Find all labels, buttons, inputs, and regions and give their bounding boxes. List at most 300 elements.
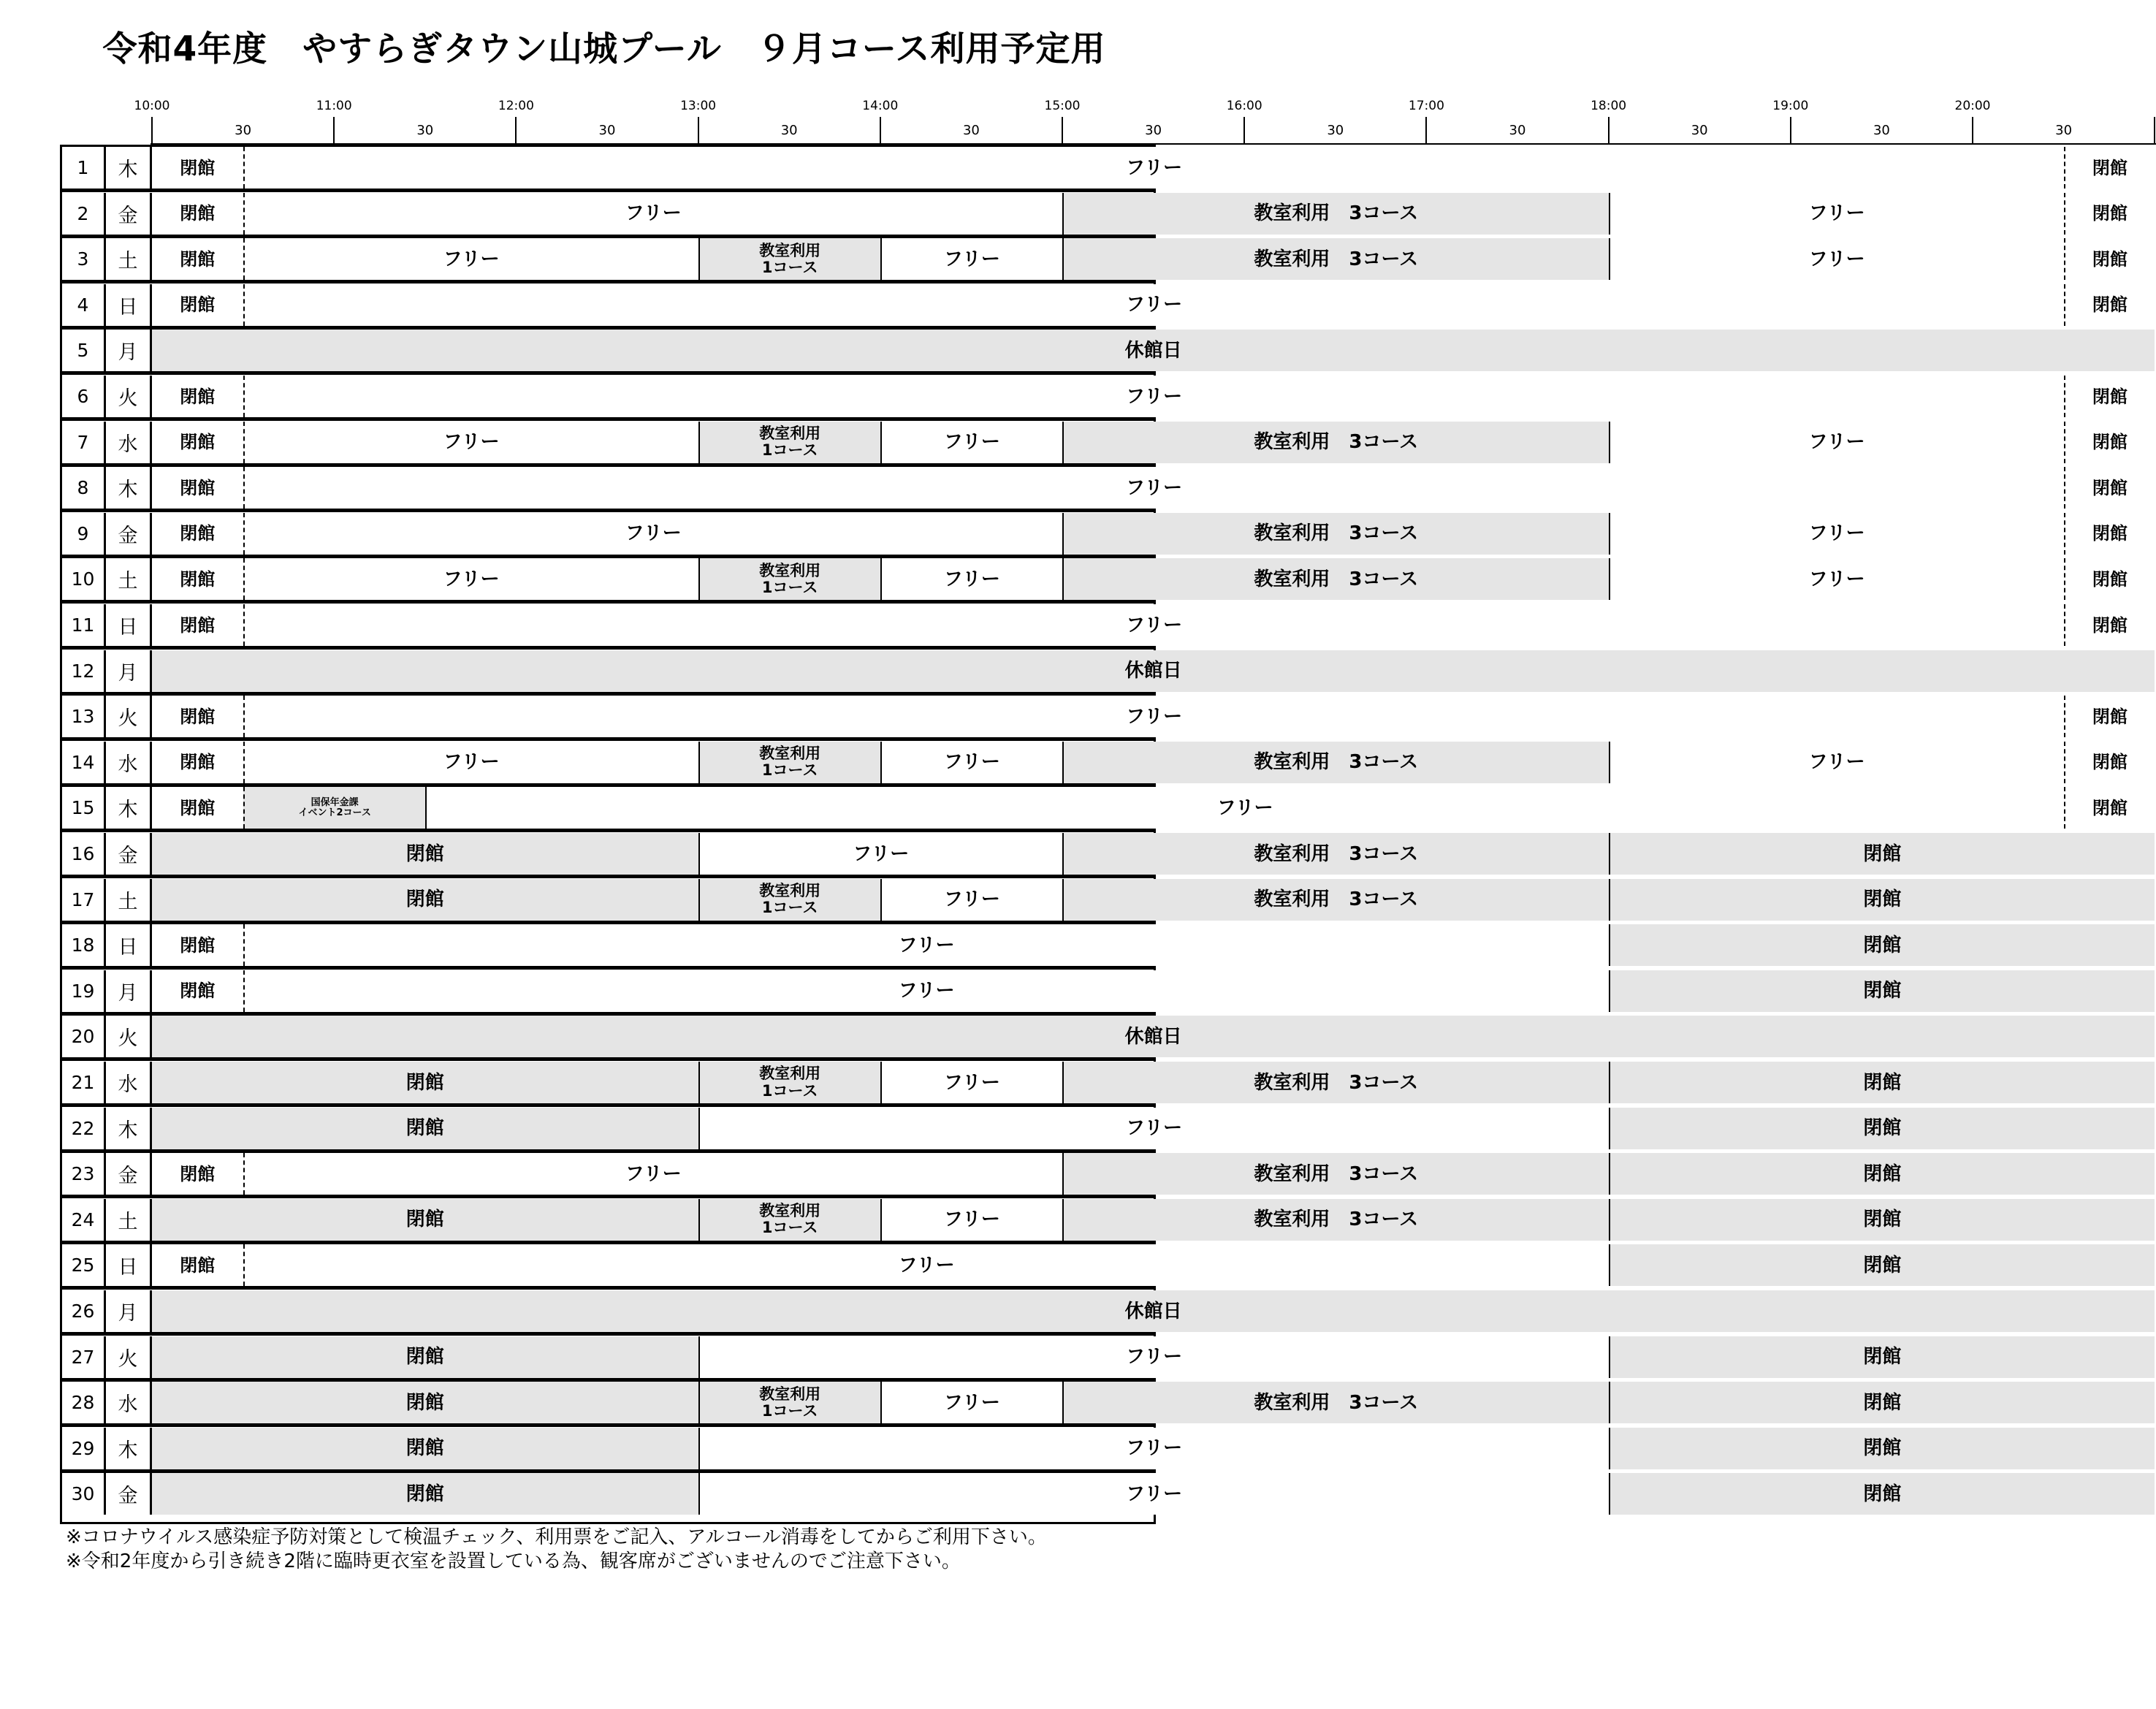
schedule-segment (1609, 1382, 2155, 1423)
schedule-segment (1609, 513, 2064, 555)
segment-label: フリー (443, 568, 500, 590)
day-number: 17 (62, 879, 106, 921)
schedule-row (62, 238, 2128, 283)
segment-label: 1コース (761, 1219, 818, 1237)
day-number: 21 (62, 1062, 106, 1103)
schedule-segment (243, 193, 1062, 235)
segment-label: 教室利用 (759, 1202, 821, 1220)
hour-tick (698, 117, 699, 145)
schedule-segment (152, 1473, 698, 1515)
segment-label: 閉館 (405, 1346, 444, 1369)
day-number: 3 (62, 238, 106, 280)
segment-label: 教室利用 (759, 1385, 821, 1403)
day-number: 2 (62, 193, 106, 235)
schedule-segment (152, 604, 243, 646)
half-hour-label: 30 (598, 123, 616, 138)
hour-tick (1425, 117, 1427, 145)
day-number: 24 (62, 1199, 106, 1241)
schedule-segment (425, 787, 2064, 829)
day-number: 10 (62, 558, 106, 600)
segment-label: 閉館 (405, 1482, 444, 1505)
day-number: 9 (62, 513, 106, 555)
segment-label: フリー (443, 751, 500, 774)
segment-label: 教室利用 3コース (1254, 888, 1419, 911)
schedule-segment (243, 696, 2064, 737)
weekday: 金 (106, 1473, 152, 1515)
schedule-segment (1609, 193, 2064, 235)
schedule-segment (698, 833, 1062, 875)
schedule-segment (698, 1428, 1609, 1469)
schedule-row (62, 604, 2128, 650)
schedule-segment (880, 422, 1062, 463)
time-axis (0, 0, 2073, 146)
weekday: 金 (106, 513, 152, 555)
schedule-segment (243, 604, 2064, 646)
segment-label: フリー (943, 1071, 1000, 1094)
segment-label: 1コース (761, 441, 818, 460)
schedule-segment (1609, 1108, 2155, 1149)
hour-tick (151, 117, 153, 145)
segment-label: 閉館 (2092, 432, 2128, 453)
schedule-segment (2064, 284, 2155, 326)
segment-label: 閉館 (180, 386, 216, 407)
weekday: 火 (106, 376, 152, 417)
schedule-row (62, 650, 1182, 696)
hour-tick (515, 117, 517, 145)
segment-label: 閉館 (1863, 980, 1902, 1002)
schedule-segment (152, 1290, 2155, 1332)
day-number: 11 (62, 604, 106, 646)
schedule-segment (1062, 1382, 1609, 1423)
segment-label: 閉館 (180, 432, 216, 453)
schedule-segment (243, 924, 1609, 966)
schedule-segment (152, 422, 243, 463)
segment-label: 閉館 (2092, 523, 2128, 544)
schedule-row (62, 1153, 1902, 1198)
hour-label: 20:00 (1954, 99, 1991, 113)
schedule-row (62, 742, 2128, 787)
segment-label: 閉館 (405, 1391, 444, 1414)
hour-label: 10:00 (134, 99, 170, 113)
segment-label: 閉館 (2092, 157, 2128, 178)
segment-label: フリー (625, 1162, 682, 1185)
hour-tick (1243, 117, 1245, 145)
segment-label: 閉館 (180, 477, 216, 498)
segment-label: 閉館 (180, 203, 216, 224)
schedule-segment (152, 1336, 698, 1378)
hour-tick (333, 117, 335, 145)
schedule-segment (1609, 238, 2064, 280)
segment-label: 休館日 (1124, 339, 1182, 362)
weekday: 月 (106, 970, 152, 1012)
schedule-row (62, 1108, 1902, 1153)
segment-label: 閉館 (2092, 706, 2128, 727)
schedule-segment (698, 558, 880, 600)
segment-label: フリー (1126, 705, 1183, 728)
schedule-segment (1609, 1473, 2155, 1515)
schedule-segment (152, 1153, 243, 1195)
weekday: 火 (106, 1336, 152, 1378)
segment-label: 閉館 (180, 752, 216, 773)
schedule-row (62, 1016, 1182, 1061)
hour-tick (1062, 117, 1063, 145)
hour-label: 12:00 (498, 99, 534, 113)
page-title: 令和4年度 やすらぎタウン山城プール ９月コース利用予定用 (102, 29, 1106, 69)
half-hour-label: 30 (1509, 123, 1526, 138)
segment-label: 閉館 (405, 1209, 444, 1231)
schedule-segment (880, 1062, 1062, 1103)
segment-label: フリー (1126, 1346, 1183, 1369)
day-number: 8 (62, 467, 106, 509)
segment-label: 1コース (761, 578, 818, 596)
segment-label: 教室利用 (759, 561, 821, 579)
schedule-segment (152, 833, 698, 875)
schedule-segment (152, 513, 243, 555)
segment-label: フリー (943, 751, 1000, 774)
schedule-row (62, 1336, 1902, 1382)
schedule-table (60, 145, 2128, 1524)
segment-label: フリー (943, 1209, 1000, 1231)
segment-label: フリー (943, 568, 1000, 590)
segment-label: 閉館 (2092, 294, 2128, 316)
segment-label: 教室利用 3コース (1254, 1071, 1419, 1094)
hour-tick (1972, 117, 1973, 145)
schedule-segment (1609, 1428, 2155, 1469)
schedule-row (62, 147, 2128, 192)
schedule-segment (243, 147, 2064, 189)
schedule-segment (1062, 238, 1609, 280)
note-line: ※令和2年度から引き続き2階に臨時更衣室を設置している為、観客席がございませんのでご注意下さい。 (66, 1550, 961, 1572)
segment-label: 閉館 (2092, 797, 2128, 818)
schedule-segment (1062, 422, 1609, 463)
note-line: ※コロナウイルス感染症予防対策として検温チェック、利用票をご記入、アルコール消毒をしてからご利用下さい。 (66, 1526, 1047, 1548)
weekday: 金 (106, 1153, 152, 1195)
segment-label: 閉館 (1863, 1437, 1902, 1460)
day-number: 23 (62, 1153, 106, 1195)
schedule-segment (243, 1244, 1609, 1286)
segment-label: 教室利用 3コース (1254, 248, 1419, 270)
segment-label: 閉館 (2092, 614, 2128, 636)
segment-label: 閉館 (405, 888, 444, 911)
half-hour-label: 30 (235, 123, 252, 138)
schedule-segment (1609, 970, 2155, 1012)
weekday: 木 (106, 1428, 152, 1469)
segment-label: 教室利用 (759, 241, 821, 259)
segment-label: フリー (898, 934, 955, 956)
schedule-segment (152, 1016, 2155, 1057)
segment-label: フリー (1808, 568, 1865, 590)
weekday: 日 (106, 1244, 152, 1286)
notes (66, 1526, 1047, 1574)
weekday: 日 (106, 924, 152, 966)
schedule-segment (152, 1108, 698, 1149)
segment-label: フリー (1808, 202, 1865, 225)
weekday: 月 (106, 1290, 152, 1332)
segment-label: イベント2コース (298, 807, 371, 818)
weekday: 水 (106, 1382, 152, 1423)
half-hour-label: 30 (1327, 123, 1344, 138)
weekday: 日 (106, 604, 152, 646)
schedule-segment (2064, 742, 2155, 783)
schedule-segment (1609, 742, 2064, 783)
schedule-row (62, 330, 1182, 375)
segment-label: フリー (1126, 385, 1183, 408)
schedule-segment (243, 558, 698, 600)
segment-label: 閉館 (180, 706, 216, 727)
schedule-segment (152, 924, 243, 966)
schedule-segment (152, 558, 243, 600)
schedule-segment (152, 1199, 698, 1241)
schedule-segment (2064, 238, 2155, 280)
schedule-segment (243, 513, 1062, 555)
day-number: 12 (62, 650, 106, 692)
hour-tick (880, 117, 881, 145)
schedule-segment (1062, 193, 1609, 235)
day-number: 14 (62, 742, 106, 783)
schedule-segment (1609, 1153, 2155, 1195)
day-number: 27 (62, 1336, 106, 1378)
schedule-segment (1062, 879, 1609, 921)
segment-label: フリー (625, 522, 682, 545)
schedule-segment (2064, 467, 2155, 509)
segment-label: 閉館 (180, 614, 216, 636)
segment-label: 閉館 (2092, 248, 2128, 270)
schedule-row (62, 467, 2128, 512)
schedule-row (62, 970, 1902, 1016)
segment-label: 閉館 (1863, 1391, 1902, 1414)
schedule-segment (880, 238, 1062, 280)
segment-label: 閉館 (2092, 203, 2128, 224)
schedule-segment (243, 376, 2064, 417)
schedule-segment (2064, 558, 2155, 600)
schedule-segment (2064, 787, 2155, 829)
schedule-segment (1062, 1153, 1609, 1195)
segment-label: 教室利用 (759, 882, 821, 899)
segment-label: 教室利用 3コース (1254, 522, 1419, 545)
schedule-row (62, 1062, 1902, 1107)
schedule-segment (1062, 1062, 1609, 1103)
weekday: 金 (106, 193, 152, 235)
weekday: 土 (106, 238, 152, 280)
half-hour-label: 30 (1691, 123, 1708, 138)
schedule-segment (152, 330, 2155, 371)
schedule-segment (698, 1199, 880, 1241)
weekday: 土 (106, 1199, 152, 1241)
day-number: 5 (62, 330, 106, 371)
day-number: 29 (62, 1428, 106, 1469)
schedule-row (62, 558, 2128, 604)
day-number: 19 (62, 970, 106, 1012)
schedule-segment (1062, 742, 1609, 783)
schedule-row (62, 376, 2128, 421)
segment-label: フリー (1216, 796, 1273, 819)
segment-label: フリー (1126, 1437, 1183, 1460)
segment-label: 閉館 (180, 935, 216, 956)
segment-label: 閉館 (180, 1255, 216, 1276)
schedule-segment (2064, 422, 2155, 463)
segment-label: フリー (1126, 156, 1183, 179)
segment-label: 閉館 (180, 981, 216, 1002)
day-number: 7 (62, 422, 106, 463)
schedule-segment (152, 742, 243, 783)
segment-label: 教室利用 3コース (1254, 431, 1419, 454)
weekday: 木 (106, 147, 152, 189)
segment-label: フリー (1126, 294, 1183, 316)
schedule-segment (880, 879, 1062, 921)
segment-label: 閉館 (405, 1437, 444, 1460)
segment-label: フリー (1126, 614, 1183, 636)
weekday: 金 (106, 833, 152, 875)
day-number: 25 (62, 1244, 106, 1286)
schedule-segment (698, 879, 880, 921)
segment-label: フリー (1808, 248, 1865, 270)
segment-label: 閉館 (405, 1117, 444, 1140)
schedule-segment (243, 238, 698, 280)
segment-label: 教室利用 3コース (1254, 751, 1419, 774)
schedule-segment (2064, 147, 2155, 189)
schedule-segment (243, 742, 698, 783)
hour-tick (1790, 117, 1791, 145)
hour-label: 16:00 (1226, 99, 1262, 113)
schedule-segment (243, 970, 1609, 1012)
schedule-segment (880, 742, 1062, 783)
schedule-segment (243, 787, 425, 829)
schedule-segment (1062, 558, 1609, 600)
schedule-segment (2064, 513, 2155, 555)
schedule-segment (698, 1473, 1609, 1515)
segment-label: 閉館 (1863, 1162, 1902, 1185)
segment-label: 教室利用 (759, 745, 821, 763)
schedule-row (62, 193, 2128, 238)
schedule-segment (1609, 924, 2155, 966)
day-number: 30 (62, 1473, 106, 1515)
day-number: 16 (62, 833, 106, 875)
segment-label: フリー (1126, 1482, 1183, 1505)
schedule-segment (1062, 1199, 1609, 1241)
segment-label: 1コース (761, 258, 818, 276)
segment-label: フリー (1808, 431, 1865, 454)
hour-tick (2154, 117, 2155, 145)
segment-label: 1コース (761, 899, 818, 917)
segment-label: フリー (943, 888, 1000, 911)
schedule-segment (243, 284, 2064, 326)
schedule-row (62, 422, 2128, 467)
segment-label: 閉館 (180, 157, 216, 178)
segment-label: フリー (943, 431, 1000, 454)
schedule-segment (1609, 558, 2064, 600)
half-hour-label: 30 (1873, 123, 1890, 138)
schedule-segment (152, 787, 243, 829)
schedule-segment (152, 696, 243, 737)
schedule-row (62, 1428, 1902, 1473)
schedule-segment (2064, 604, 2155, 646)
weekday: 月 (106, 650, 152, 692)
day-number: 6 (62, 376, 106, 417)
hour-label: 11:00 (316, 99, 352, 113)
schedule-segment (698, 1108, 1609, 1149)
segment-label: 閉館 (180, 797, 216, 818)
weekday: 水 (106, 422, 152, 463)
schedule-segment (152, 879, 698, 921)
schedule-row (62, 833, 1902, 878)
segment-label: 閉館 (2092, 568, 2128, 590)
schedule-segment (698, 1336, 1609, 1378)
schedule-row (62, 696, 2128, 741)
half-hour-label: 30 (962, 123, 980, 138)
schedule-segment (2064, 696, 2155, 737)
segment-label: 閉館 (2092, 386, 2128, 407)
segment-label: 教室利用 3コース (1254, 1162, 1419, 1185)
segment-label: 閉館 (2092, 752, 2128, 773)
day-number: 1 (62, 147, 106, 189)
schedule-segment (243, 422, 698, 463)
segment-label: 休館日 (1124, 1025, 1182, 1048)
segment-label: フリー (943, 1391, 1000, 1414)
weekday: 日 (106, 284, 152, 326)
schedule-segment (152, 1244, 243, 1286)
day-number: 20 (62, 1016, 106, 1057)
schedule-row (62, 1199, 1902, 1244)
segment-label: 閉館 (180, 523, 216, 544)
segment-label: 閉館 (2092, 477, 2128, 498)
schedule-segment (880, 1382, 1062, 1423)
day-number: 22 (62, 1108, 106, 1149)
schedule-segment (152, 193, 243, 235)
hour-label: 19:00 (1772, 99, 1809, 113)
segment-label: 休館日 (1124, 1300, 1182, 1322)
segment-label: 教室利用 3コース (1254, 568, 1419, 590)
day-number: 26 (62, 1290, 106, 1332)
half-hour-label: 30 (780, 123, 798, 138)
segment-label: フリー (1808, 522, 1865, 545)
segment-label: 休館日 (1124, 660, 1182, 682)
schedule-segment (1609, 1062, 2155, 1103)
weekday: 木 (106, 467, 152, 509)
weekday: 木 (106, 787, 152, 829)
schedule-segment (1609, 1199, 2155, 1241)
schedule-segment (698, 742, 880, 783)
hour-label: 17:00 (1408, 99, 1444, 113)
segment-label: 教室利用 (759, 425, 821, 442)
segment-label: フリー (443, 431, 500, 454)
schedule-segment (243, 467, 2064, 509)
schedule-segment (1609, 422, 2064, 463)
schedule-segment (1609, 833, 2155, 875)
schedule-row (62, 924, 1902, 970)
weekday: 月 (106, 330, 152, 371)
weekday: 水 (106, 1062, 152, 1103)
half-hour-label: 30 (416, 123, 434, 138)
segment-label: 閉館 (180, 248, 216, 270)
schedule-segment (1062, 513, 1609, 555)
weekday: 木 (106, 1108, 152, 1149)
schedule-segment (152, 1428, 698, 1469)
schedule-segment (698, 1062, 880, 1103)
schedule-row (62, 1290, 1182, 1336)
segment-label: 閉館 (1863, 1254, 1902, 1276)
day-number: 15 (62, 787, 106, 829)
hour-label: 14:00 (862, 99, 899, 113)
schedule-row (62, 787, 2128, 832)
segment-label: 閉館 (1863, 842, 1902, 865)
segment-label: 国保年金課 (311, 796, 359, 808)
hour-label: 15:00 (1044, 99, 1081, 113)
half-hour-label: 30 (2055, 123, 2073, 138)
segment-label: 閉館 (1863, 1117, 1902, 1140)
segment-label: 閉館 (180, 294, 216, 316)
schedule-segment (698, 238, 880, 280)
segment-label: フリー (1126, 1117, 1183, 1140)
